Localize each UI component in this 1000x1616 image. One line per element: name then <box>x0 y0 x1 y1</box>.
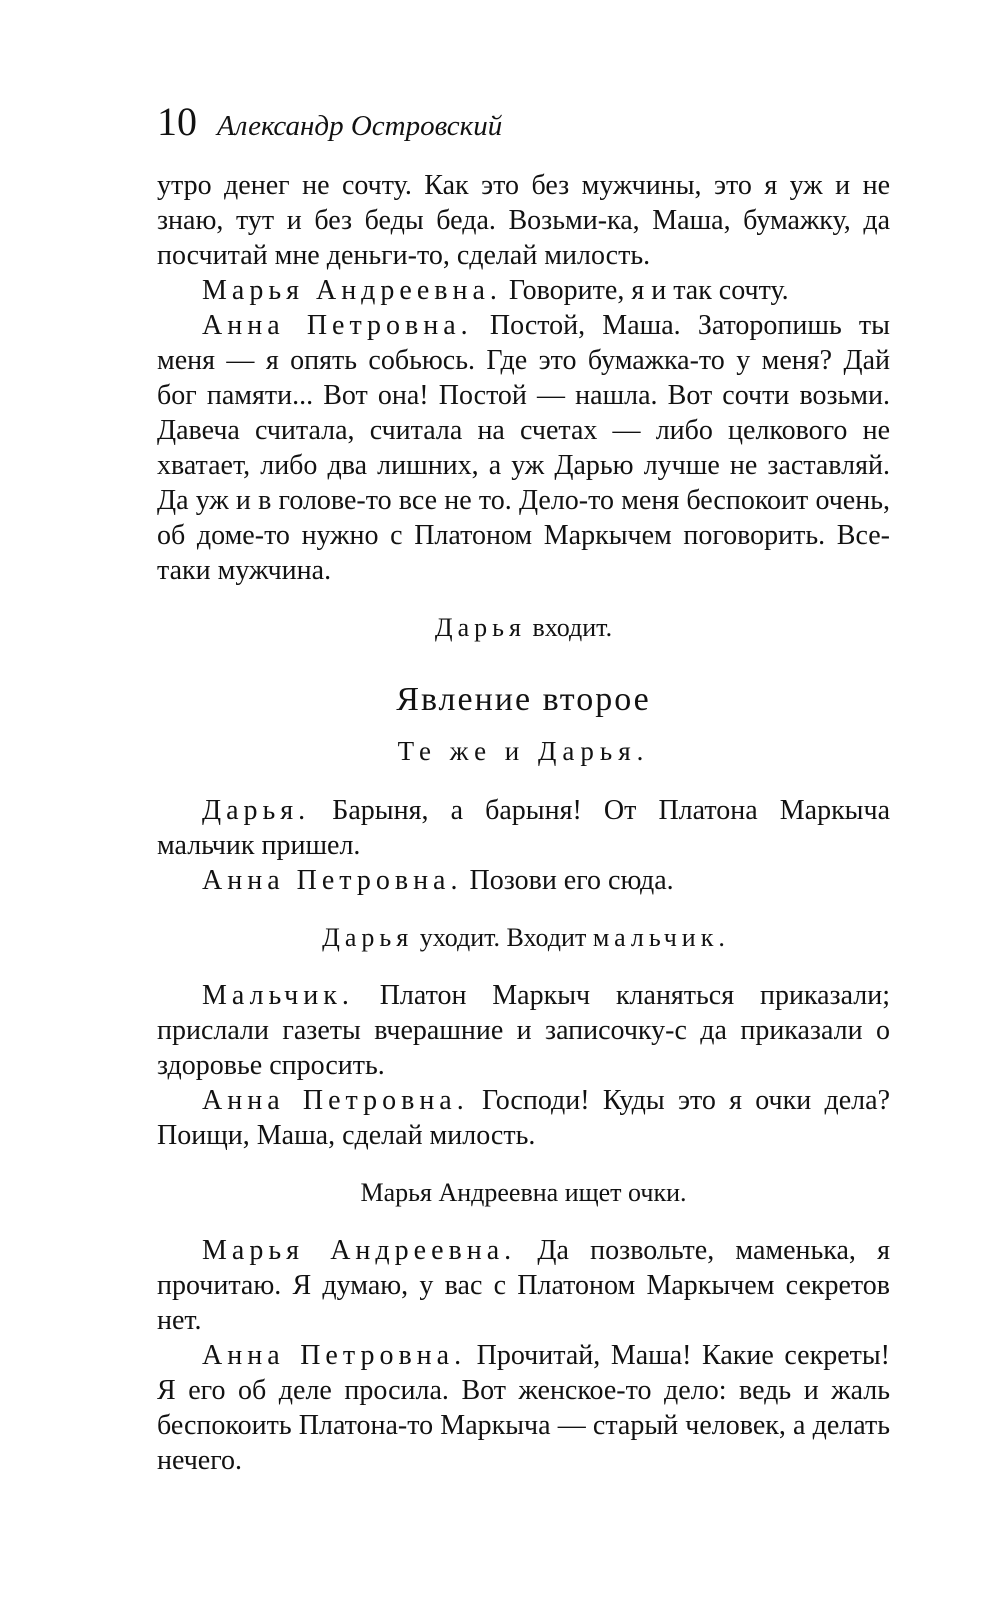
running-head <box>157 99 890 144</box>
page-number: 10 <box>157 99 197 144</box>
dialogue-paragraph: Анна Петровна. Прочитай, Маша! Какие секреты! Я его об деле просила. Вот женское-то дело: ведь и жаль беспокоить Платона-то Маркыча — старый человек, а делать нечего. <box>157 1340 890 1476</box>
dialogue-paragraph: Марья Андреевна. Говорите, я и так сочту. <box>202 275 789 306</box>
scene-subheading: Те же и Дарья. <box>397 736 650 766</box>
speaker-name: Мальчик. <box>202 980 354 1011</box>
running-head-author: Александр Островский <box>217 110 503 142</box>
dialogue-paragraph: Анна Петровна. Господи! Куды это я очки дела? Поищи, Маша, сделай милость. <box>157 1085 890 1151</box>
play-text <box>157 168 890 1478</box>
speaker-name: Дарья. <box>202 795 311 826</box>
scene-heading: Явление второе <box>396 681 651 718</box>
speaker-name: Марья Андреевна. <box>202 1235 517 1266</box>
stage-character-name: Дарья <box>322 923 414 952</box>
dialogue-paragraph: Дарья. Барыня, а барыня! От Платона Маркыча мальчик пришел. <box>157 795 890 861</box>
stage-direction <box>157 923 890 953</box>
stage-text: . <box>718 923 725 952</box>
stage-character-name: Дарья <box>434 613 526 642</box>
stage-text: уходит. Входит <box>413 923 593 952</box>
speaker-name: Анна Петровна. <box>202 310 473 341</box>
dialogue-paragraph: Мальчик. Платон Маркыч кланяться приказали; прислали газеты вчерашние и записочку-с да приказали о здоровье спросить. <box>157 980 890 1081</box>
dialogue-paragraph: Марья Андреевна. Да позвольте, маменька, я прочитаю. Я думаю, у вас с Платоном Маркычем секретов нет. <box>157 1235 890 1336</box>
stage-text: входит. <box>526 613 613 642</box>
stage-direction <box>157 1178 890 1208</box>
speaker-name: Анна Петровна. <box>202 1340 467 1371</box>
stage-text: Марья Андреевна ищет очки. <box>360 1178 687 1207</box>
stage-character-name: мальчик <box>592 923 719 952</box>
dialogue-paragraph: Анна Петровна. Позови его сюда. <box>202 865 674 896</box>
stage-direction <box>157 613 890 643</box>
dialogue-paragraph: Анна Петровна. Постой, Маша. Заторопишь ты меня — я опять собьюсь. Где это бумажка-то у меня? Дай бог памяти... Вот она! Постой — нашла. Вот сочти возьми. Давеча считала, считала на счетах — либо целкового не хватает, либо два лишних, а уж Дарью лучше не заставляй. Да уж и в голове-то все не то. Дело-то меня беспокоит очень, об доме-то нужно с Платоном Маркычем поговорить. Все-таки мужчина. <box>157 310 890 586</box>
speaker-name: Анна Петровна. <box>202 865 463 896</box>
speaker-name: Анна Петровна. <box>202 1085 469 1116</box>
paragraph: утро денег не сочту. Как это без мужчины, это я уж и не знаю, тут и без беды беда. Возьми-ка, Маша, бумажку, да посчитай мне деньги-то, сделай милость. <box>157 170 890 271</box>
speaker-name: Марья Андреевна. <box>202 275 502 306</box>
